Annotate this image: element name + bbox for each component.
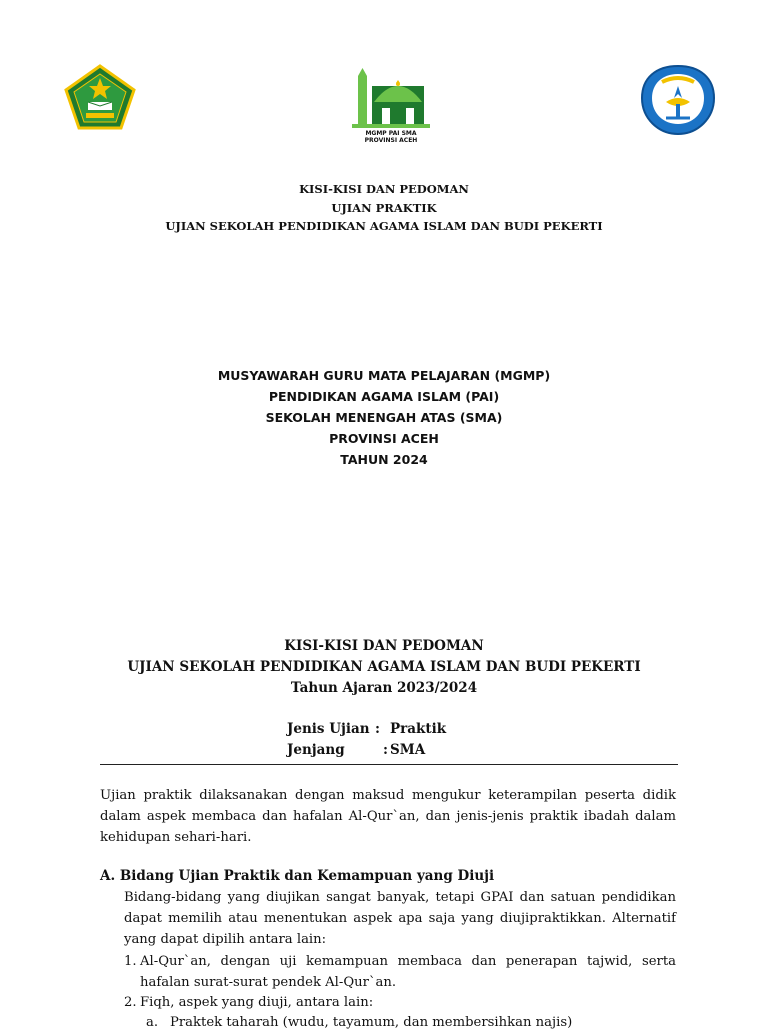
list-item-number: 2. xyxy=(124,995,137,1010)
logo-caption-line-2: PROVINSI ACEH xyxy=(364,137,418,144)
document-title-line-2: UJIAN SEKOLAH PENDIDIKAN AGAMA ISLAM DAN BUDI PEKERTI xyxy=(127,659,641,675)
cover-title-line-2: UJIAN PRAKTIK xyxy=(331,200,437,215)
jenjang-separator: : xyxy=(383,742,388,758)
jenis-value: Praktik xyxy=(390,721,447,737)
list-item xyxy=(124,992,676,1013)
intro-paragraph: Ujian praktik dilaksanakan dengan maksud mengukur keterampilan peserta didik dalam aspek membaca dan hafalan Al-Qur`an, dan jenis-jenis praktik ibadah dalam kehidupan sehari-hari. xyxy=(100,788,676,845)
list-item-text: Al-Qur`an, dengan uji kemampuan membaca dan penerapan tajwid, serta hafalan surat-surat pendek Al-Qur`an. xyxy=(140,954,676,990)
cover-title xyxy=(0,180,768,236)
cover-title-line-1: KISI-KISI DAN PEDOMAN xyxy=(299,182,469,196)
section-a-heading: A. Bidang Ujian Praktik dan Kemampuan yang Diuji xyxy=(100,868,495,884)
list-item xyxy=(124,951,676,993)
section-a-body: Bidang-bidang yang diujikan sangat banyak, tetapi GPAI dan satuan pendidikan dapat memilih atau menentukan aspek apa saja yang diujipraktikkan. Alternatif yang dapat dipilih antara lain: xyxy=(124,890,676,947)
list-item-number: a. xyxy=(146,1015,159,1030)
tut-wuri-handayani-icon xyxy=(640,64,716,136)
divider-line xyxy=(100,764,678,765)
logo-caption-line-1: MGMP PAI SMA xyxy=(365,130,417,137)
jenjang-label: Jenjang xyxy=(287,742,345,758)
jenis-separator: : xyxy=(375,721,380,737)
list-item-text: Praktek taharah (wudu, tayamum, dan membersihkan najis) xyxy=(170,1015,573,1030)
list-item-number: 1. xyxy=(124,954,137,969)
document-title-line-1: KISI-KISI DAN PEDOMAN xyxy=(284,638,484,654)
organizer-line-5: TAHUN 2024 xyxy=(340,452,428,467)
organizer-line-2: PENDIDIKAN AGAMA ISLAM (PAI) xyxy=(268,389,500,404)
organizer-line-4: PROVINSI ACEH xyxy=(329,431,439,446)
organizer-line-1: MUSYAWARAH GURU MATA PELAJARAN (MGMP) xyxy=(217,368,551,383)
document-title-line-3: Tahun Ajaran 2023/2024 xyxy=(290,680,478,696)
kemenag-emblem-icon xyxy=(64,64,136,130)
document-title xyxy=(0,636,768,699)
cover-title-line-3: UJIAN SEKOLAH PENDIDIKAN AGAMA ISLAM DAN BUDI PEKERTI xyxy=(165,219,603,233)
list-item-text: Fiqh, aspek yang diuji, antara lain: xyxy=(140,995,374,1010)
list-item xyxy=(146,1012,676,1033)
jenjang-value: SMA xyxy=(390,742,426,758)
mosque-logo-icon xyxy=(352,66,430,148)
organizer-block xyxy=(0,365,768,470)
organizer-line-3: SEKOLAH MENENGAH ATAS (SMA) xyxy=(265,410,503,425)
jenis-label: Jenis Ujian xyxy=(287,721,370,737)
